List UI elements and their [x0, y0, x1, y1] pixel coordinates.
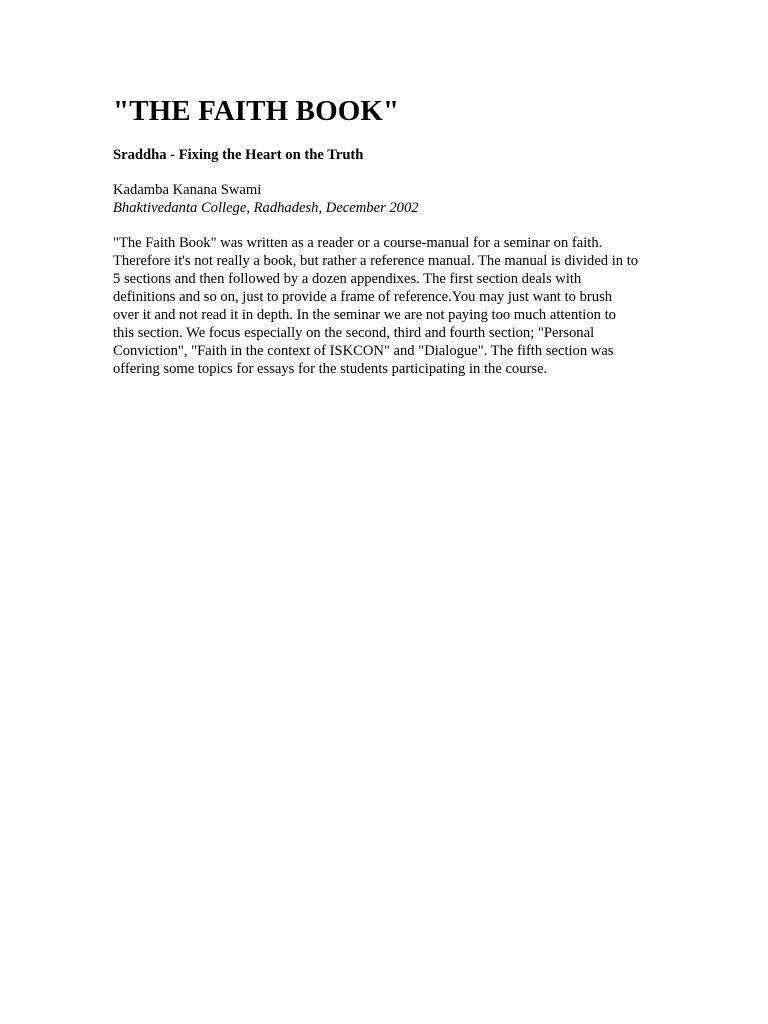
intro-line: definitions and so on, just to provide a frame of reference.You may just want to brush [113, 289, 613, 305]
intro-line: over it and not read it in depth. In the seminar we are not paying too much attention to [113, 307, 616, 323]
intro-line: Conviction", "Faith in the context of ISKCON" and "Dialogue". The fifth section was [113, 343, 614, 359]
author-affiliation: Bhaktivedanta College, Radhadesh, December 2002 [113, 200, 419, 216]
document-page [113, 94, 661, 378]
intro-line: 5 sections and then followed by a dozen appendixes. The first section deals with [113, 271, 582, 287]
intro-line: "The Faith Book" was written as a reader or a course-manual for a seminar on faith. [113, 235, 603, 251]
intro-line: Therefore it's not really a book, but rather a reference manual. The manual is divided in to [113, 253, 639, 269]
document-title: "THE FAITH BOOK" [113, 95, 400, 127]
document-subtitle: Sraddha - Fixing the Heart on the Truth [113, 147, 364, 163]
author-name: Kadamba Kanana Swami [113, 182, 262, 198]
intro-line: offering some topics for essays for the students participating in the course. [113, 361, 548, 377]
intro-paragraph [113, 234, 661, 378]
intro-line: this section. We focus especially on the second, third and fourth section; "Personal [113, 325, 595, 341]
author-block [113, 181, 661, 217]
